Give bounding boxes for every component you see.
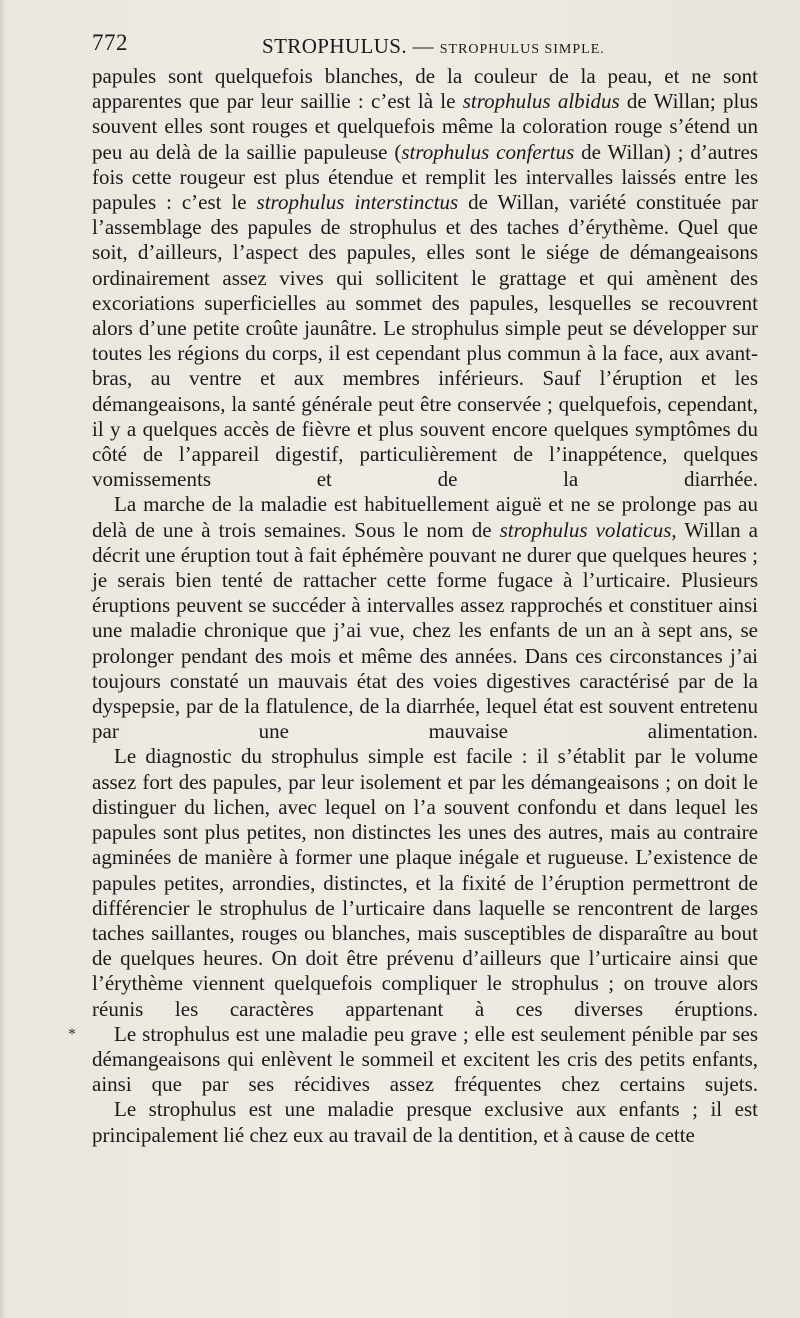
paragraph-4: Le strophulus est une maladie peu grave ; elle est seulement pénible par ses démangeaisons qui enlèvent le sommeil et excitent les cris des petits enfants, ainsi que par ses récidives assez fréquentes chez certains sujets. xyxy=(92,1021,758,1097)
paragraph-1 xyxy=(92,64,758,492)
header-separator: — xyxy=(412,34,435,58)
italic-term: strophulus confertus xyxy=(401,139,575,164)
running-title xyxy=(262,34,605,59)
running-header xyxy=(92,30,757,60)
paragraph-5: Le strophulus est une maladie presque exclusive aux enfants ; il est principalement lié chez eux au travail de la dentition, et à cause de cette xyxy=(92,1097,758,1147)
text-span: La marche de la maladie est habituellement aiguë et ne se prolonge pas au delà de une à trois semaines. Sous le nom de xyxy=(92,492,758,542)
text-span: de Willan, variété constituée par l’assemblage des papules de strophulus et des taches d’érythème. Quel que soit, d’ailleurs, l’aspect des papules, elles sont le siége de démangeaisons ordinairement assez vives qui sollicitent le grattage et qui amènent des excoriations superficielles au sommet des papules, lesquelles se recouvrent alors d’une petite croûte jaunâtre. Le strophulus simple peut se développer sur toutes les régions du corps, il est cependant plus commun à la face, aux avant-bras, au ventre et aux membres inférieurs. Sauf l’éruption et les démangeaisons, la santé générale peut être conservée ; quelquefois, cependant, il y a quelques accès de fièvre et plus souvent encore quelques symptômes du côté de l’appareil digestif, particulièrement de l’inappétence, quelques vomissements et de la diarrhée. xyxy=(92,190,759,492)
header-title: STROPHULUS. xyxy=(262,34,408,58)
page-number: 772 xyxy=(92,30,128,55)
paragraph-2 xyxy=(92,492,758,744)
body-text xyxy=(92,64,758,1148)
italic-term: strophulus albidus xyxy=(462,89,620,114)
page-edge-shadow xyxy=(0,0,6,1318)
header-subtitle: STROPHULUS SIMPLE. xyxy=(439,42,605,57)
margin-mark: * xyxy=(68,1026,76,1043)
italic-term: strophulus volaticus xyxy=(499,517,672,542)
text-span: papules sont quelquefois blanches, de la couleur de la peau, et ne sont apparentes que par leur saillie : c’est là le xyxy=(92,64,758,114)
italic-term: strophulus interstinctus xyxy=(256,190,459,215)
text-span: de Willan; plus souvent elles sont rouges et quelquefois même la coloration rouge s’étend un peu au delà de la saillie papuleuse ( xyxy=(92,89,758,164)
text-span: de Willan) ; d’autres fois cette rougeur est plus étendue et remplit les intervalles laissés entre les papules : c’est le xyxy=(92,139,758,215)
paragraph-3: Le diagnostic du strophulus simple est facile : il s’établit par le volume assez fort des papules, par leur isolement et par les démangeaisons ; on doit le distinguer du lichen, avec lequel on l’a souvent confondu et dans lequel les papules sont plus petites, non distinctes les unes des autres, mais au contraire agminées de manière à former une plaque inégale et rugueuse. L’existence de papules petites, arrondies, distinctes, et la fixité de l’éruption permettront de différencier le strophulus de l’urticaire dans laquelle se rencontrent de larges taches saillantes, rouges ou blanches, mais susceptibles de disparaître au bout de quelques heures. On doit être prévenu d’ailleurs que l’urticaire ainsi que l’érythème viennent quelquefois compliquer le strophulus ; on trouve alors réunis les caractères appartenant à ces diverses éruptions. xyxy=(92,744,758,1021)
text-span: , Willan a décrit une éruption tout à fait éphémère pouvant ne durer que quelques heures ; je serais bien tenté de rattacher cette forme fugace à l’urticaire. Plusieurs éruptions peuvent se succéder à intervalles assez rapprochés et constituer ainsi une maladie chronique que j’ai vue, chez les enfants de un an à sept ans, se prolonger pendant des mois et même des années. Dans ces circonstances j’ai toujours constaté un mauvais état des voies digestives caractérisé par de la dyspepsie, par de la flatulence, de la diarrhée, lequel état est souvent entretenu par une mauvaise alimentation. xyxy=(92,517,758,744)
